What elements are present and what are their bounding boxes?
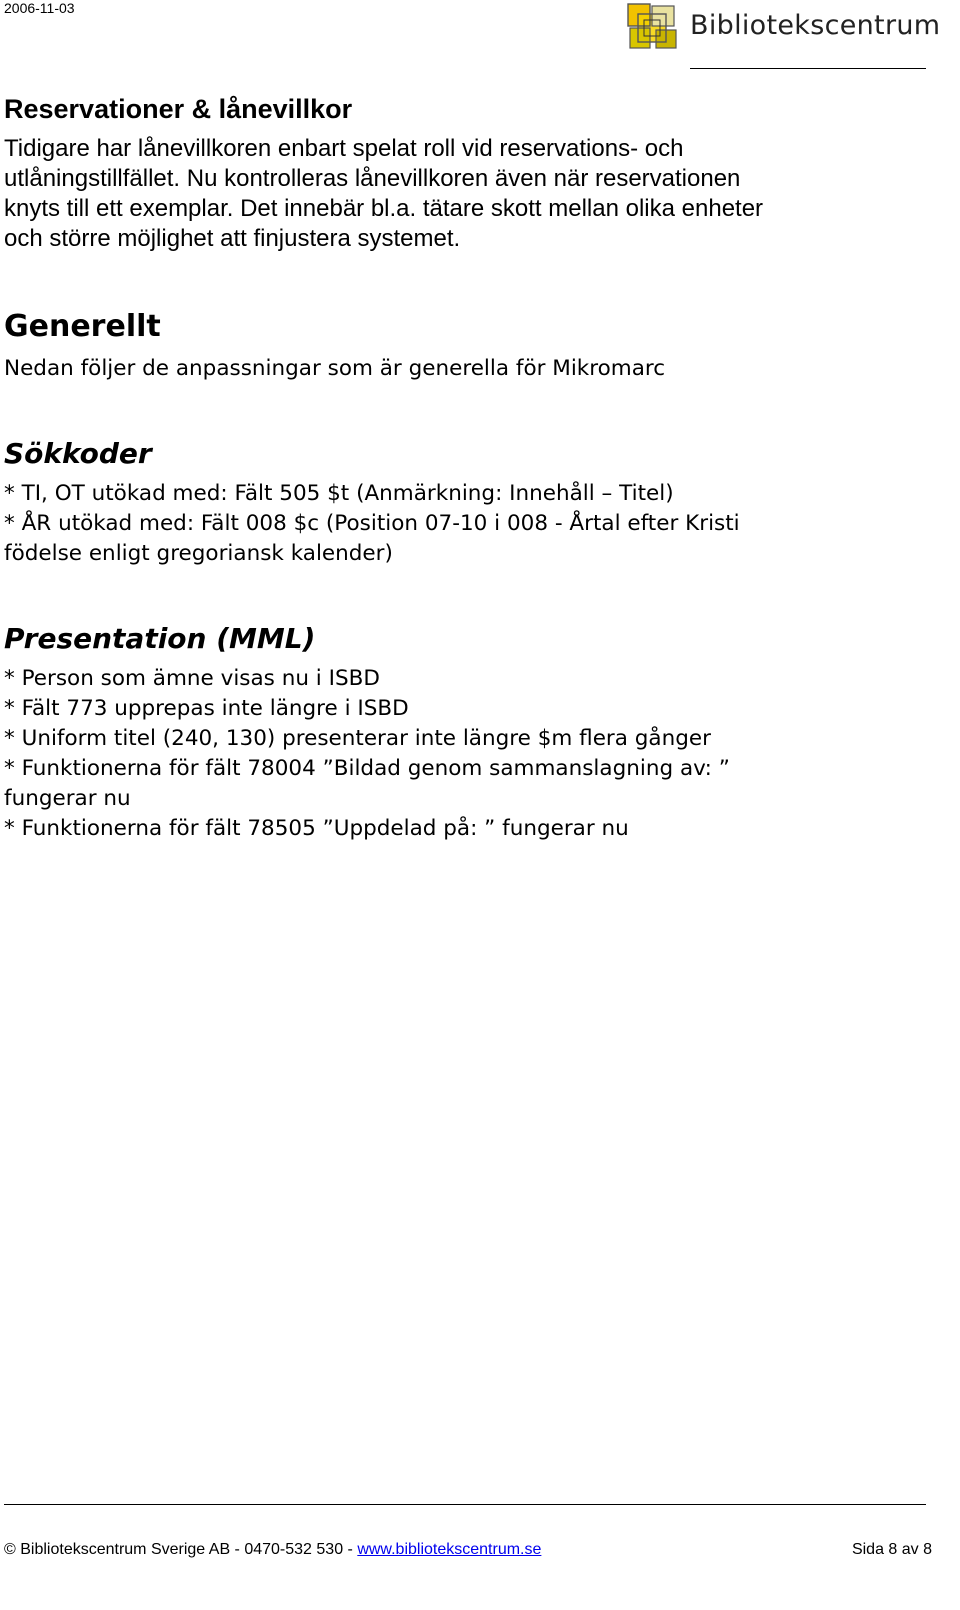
generellt-heading: Generellt (4, 309, 161, 344)
header-divider (690, 68, 926, 69)
footer-left (4, 1541, 541, 1559)
reservationer-paragraph (4, 134, 763, 254)
logo-wordmark: Bibliotekscentrum (690, 10, 941, 41)
list-item: * Fält 773 upprepas inte längre i ISBD (4, 696, 409, 721)
text-line: och större möjlighet att finjustera systemet. (4, 225, 461, 252)
bibliotekscentrum-logo (626, 2, 941, 52)
text-line: Tidigare har lånevillkoren enbart spelat roll vid reservations- och (4, 135, 684, 162)
logo-squares-icon (626, 2, 680, 52)
list-item: * ÅR utökad med: Fält 008 $c (Position 07-10 i 008 - Årtal efter Kristi (4, 511, 740, 536)
list-item: * Funktionerna för fält 78505 ”Uppdelad på: ” fungerar nu (4, 816, 629, 841)
list-item: * Person som ämne visas nu i ISBD (4, 666, 380, 691)
list-item-continuation: födelse enligt gregoriansk kalender) (4, 541, 393, 566)
list-item: * Funktionerna för fält 78004 ”Bildad genom sammanslagning av: ” (4, 756, 730, 781)
list-item: * TI, OT utökad med: Fält 505 $t (Anmärkning: Innehåll – Titel) (4, 481, 674, 506)
sokkoder-heading: Sökkoder (4, 437, 152, 470)
text-line: utlåningstillfället. Nu kontrolleras lånevillkoren även när reservationen (4, 165, 741, 192)
header-date: 2006-11-03 (4, 0, 75, 16)
reservationer-heading: Reservationer & lånevillkor (4, 94, 353, 124)
presentation-list (4, 664, 730, 844)
list-item: * Uniform titel (240, 130) presenterar inte längre $m flera gånger (4, 726, 711, 751)
footer-website-link[interactable]: www.bibliotekscentrum.se (357, 1541, 542, 1558)
sokkoder-list (4, 479, 740, 569)
footer-page-number: Sida 8 av 8 (851, 1541, 932, 1558)
generellt-paragraph (4, 354, 665, 384)
presentation-heading: Presentation (MML) (4, 622, 316, 655)
text-line: Nedan följer de anpassningar som är generella för Mikromarc (4, 356, 666, 381)
list-item-continuation: fungerar nu (4, 786, 131, 811)
text-line: knyts till ett exemplar. Det innebär bl.a. tätare skott mellan olika enheter (4, 195, 764, 222)
footer-copyright: © Bibliotekscentrum Sverige AB - 0470-532 530 - (4, 1541, 353, 1558)
footer-divider (4, 1504, 926, 1505)
